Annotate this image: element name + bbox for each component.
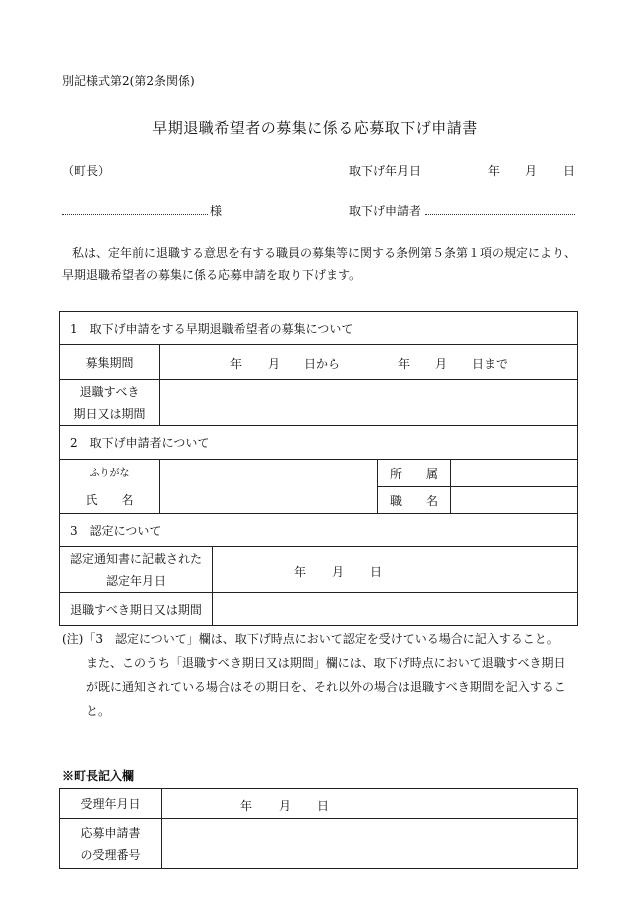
note-line-2: また、このうち「退職すべき期日又は期間」欄には、取下げ時点において退職すべき期日 [86,656,566,670]
retire-date-label-line1: 退職すべき [79,384,140,399]
body-line-1: 私は、定年前に退職する意思を有する職員の募集等に関する条例第５条第１項の規定により、 [72,246,577,260]
cert-year: 年 [294,564,307,579]
page-title: 早期退職希望者の募集に係る応募取下げ申請書 [152,119,478,137]
post-label: 職 名 [378,487,451,514]
note-line-4: と。 [86,704,111,718]
cert-date-label [60,547,213,593]
section-1-heading: 1 取下げ申請をする早期退職希望者の募集について [60,312,578,345]
period-label: 募集期間 [60,345,160,380]
dept-label: 所 属 [378,460,451,487]
cert-date-label-line1: 認定通知書に記載された [69,551,202,566]
name-field[interactable] [160,460,378,514]
note-line-1: (注)「3 認定について」欄は、取下げ時点において認定を受けている場合に記入すること。 [62,632,559,646]
received-year: 年 [240,798,253,813]
withdrawal-date-label: 取下げ年月日 [349,164,422,178]
section-2-heading: 2 取下げ申請者について [60,426,578,460]
received-date-field[interactable] [162,789,578,819]
applicant-name-field[interactable] [425,214,575,215]
receipt-number-label-line2: の受理番号 [80,847,141,862]
period-from-day: 日から [304,357,341,371]
withdrawal-table [59,311,578,626]
received-month: 月 [279,798,292,813]
retire-period-field[interactable] [213,593,578,626]
note-line-3: が既に通知されている場合はその期日を、それ以外の場合は退職すべき期間を記入するこ [86,680,566,694]
body-line-2: 早期退職希望者の募集に係る応募申請を取り下げます。 [62,268,362,282]
withdrawal-year: 年 [488,164,501,178]
period-to-month: 月 [435,357,448,371]
cert-day: 日 [370,564,383,579]
retire-date-label [60,380,160,426]
period-to-day: 日まで [472,357,509,371]
period-from-year: 年 [230,357,243,371]
form-label: 別記様式第2(第2条関係) [62,74,195,88]
cert-month: 月 [332,564,345,579]
dept-field[interactable] [451,460,578,487]
mayor-section-heading: ※町長記入欄 [62,769,135,783]
cert-date-field[interactable] [213,547,578,593]
name-label-cell [60,460,160,514]
period-to-year: 年 [398,357,411,371]
received-day: 日 [317,798,330,813]
addressee-name-field[interactable] [62,214,208,215]
cert-date-label-line2: 認定年月日 [105,573,166,588]
retire-date-label-line2: 期日又は期間 [73,406,146,421]
period-field[interactable] [160,345,578,380]
applicant-label: 取下げ申請者 [349,204,422,218]
mayor-table [59,788,578,869]
receipt-number-field[interactable] [162,819,578,869]
name-label: 氏 名 [85,492,134,507]
receipt-number-label-line1: 応募申請書 [80,825,141,840]
period-from-month: 月 [268,357,281,371]
receipt-number-label [60,819,162,869]
addressee: （町長） [62,164,111,178]
post-field[interactable] [451,487,578,514]
section-3-heading: 3 認定について [60,514,578,547]
received-date-label: 受理年月日 [60,789,162,819]
retire-date-field[interactable] [160,380,578,426]
retire-period-label: 退職すべき期日又は期間 [60,593,213,626]
honorific: 様 [210,204,223,218]
withdrawal-month: 月 [525,164,538,178]
furigana-label: ふりがな [89,467,130,479]
withdrawal-day: 日 [563,164,576,178]
